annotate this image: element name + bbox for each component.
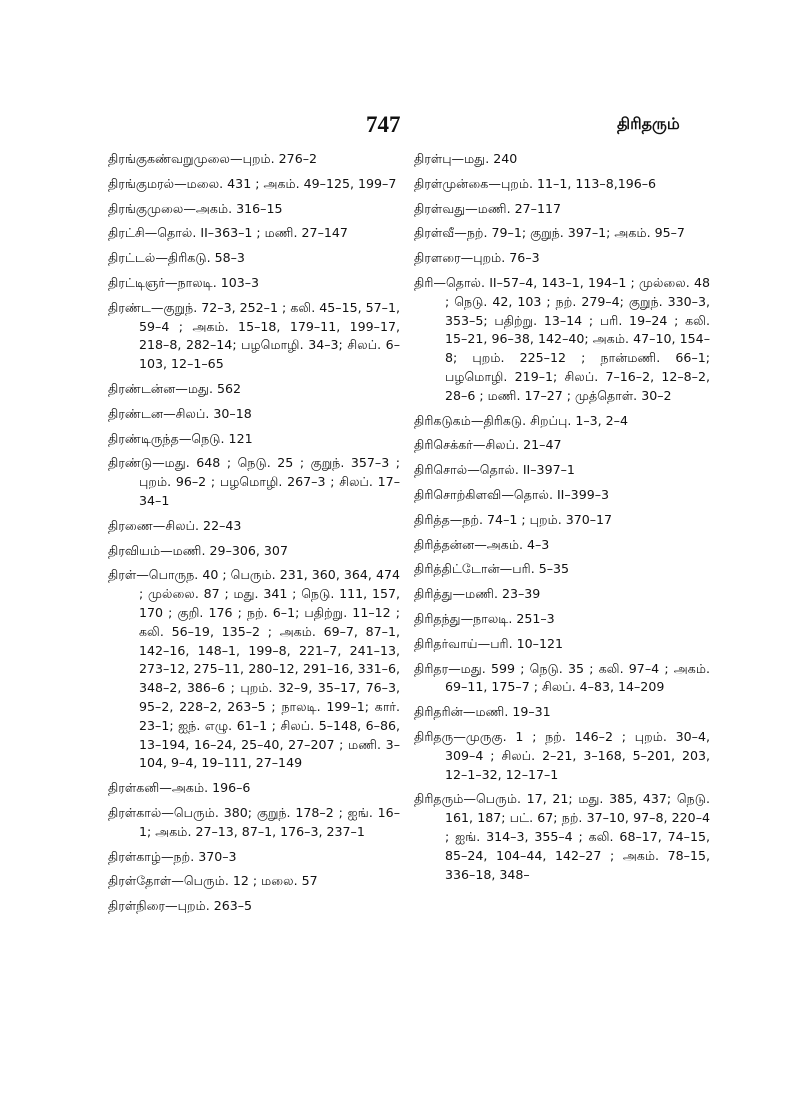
index-entry: திரள்காழ்—நற். 370–3 [108, 848, 237, 864]
index-entry: திரிதரு—முருகு. 1 ; நற். 146–2 ; புறம். 30–4, 309–4 ; சிலப். 2–21, 3–168, 5–201, 203, 12–1–32, 12–17–1 [414, 728, 710, 782]
index-entry: திரிசொல்—தொல். II–397–1 [414, 462, 575, 478]
index-entry: திரள்தோள்—பெரும். 12 ; மலை. 57 [108, 873, 318, 889]
index-entry: திரண்டிருந்த—நெடு. 121 [108, 430, 253, 446]
index-entry: திரள்—பொருந. 40 ; பெரும். 231, 360, 364, 474 ; முல்லை. 87 ; மது. 341 ; நெடு. 111, 157, 170 ; குறி. 176 ; நற். 6–1; பதிற்று. 11–12 ; கலி. 56–19, 135–2 ; அகம். 69–7, 87–1, 142–16, 148–1, 199–8, 221–7, 241–13, 273–12, 275–11, 280–12, 291–16, 331–6, 348–2, 386–6 ; புறம். 32–9, 35–17, 76–3, 95–2, 228–2, 263–5 ; நாலடி. 199–1; கார். 23–1; ஐந். எழு. 61–1 ; சிலப். 5–148, 6–86, 13–194, 16–24, 25–40, 27–207 ; மணி. 3–104, 9–4, 19–111, 27–149 [108, 567, 400, 771]
index-entry: திரிதர்வாய்—பரி. 10–121 [414, 635, 563, 651]
index-entry: திரிசெக்கர்—சிலப். 21–47 [414, 437, 562, 453]
index-entry: திரள்நிரை—புறம். 263–5 [108, 898, 253, 914]
index-entry: திரள்கால்—பெரும். 380; குறுந். 178–2 ; ஐங். 16–1; அகம். 27–13, 87–1, 176–3, 237–1 [108, 804, 400, 839]
right-column [414, 150, 710, 890]
index-entry: திரள்பு—மது. 240 [414, 151, 518, 166]
index-entry: திரட்டிஞர்—நாலடி. 103–3 [108, 274, 260, 290]
index-entry: திரங்குகண்வறுமுலை—புறம். 276–2 [108, 151, 318, 166]
index-entry: திரித்த—நற். 74–1 ; புறம். 370–17 [414, 511, 613, 527]
index-entry: திரி—தொல். II–57–4, 143–1, 194–1 ; முல்லை. 48 ; நெடு. 42, 103 ; நற். 279–4; குறுந். 330–3, 353–5; பதிற்று. 13–14 ; பரி. 19–24 ; கலி. 15–21, 96–38, 142–40; அகம். 47–10, 154–8; புறம். 225–12 ; நான்மணி. 66–1; பழமொழி. 219–1; சிலப். 7–16–2, 12–8–2, 28–6 ; மணி. 17–27 ; முத்தொள். 30–2 [414, 274, 710, 403]
index-entry: திரண்டு—மது. 648 ; நெடு. 25 ; குறுந். 357–3 ; புறம். 96–2 ; பழமொழி. 267–3 ; சிலப். 17–34–1 [108, 455, 400, 508]
index-entry: திரிதரின்—மணி. 19–31 [414, 704, 551, 720]
index-entry: திரள்கனி—அகம். 196–6 [108, 780, 251, 796]
index-entry: திரள்வது—மணி. 27–117 [414, 200, 561, 216]
index-entry: திரிகடுகம்—திரிகடு. சிறப்பு. 1–3, 2–4 [414, 412, 628, 428]
index-entry: திரிசொற்கிளவி—தொல். II–399–3 [414, 486, 610, 502]
index-entry: திரட்சி—தொல். II–363–1 ; மணி. 27–147 [108, 225, 348, 241]
index-entry: திரள்வீ—நற். 79–1; குறுந். 397–1; அகம். 95–7 [414, 225, 685, 241]
index-entry: திரட்டல்—திரிகடு. 58–3 [108, 250, 245, 266]
index-entry: திரங்குமுலை—அகம். 316–15 [108, 200, 283, 216]
index-entry: திரங்குமரல்—மலை. 431 ; அகம். 49–125, 199–7 [108, 175, 397, 191]
index-entry: திரளரை—புறம். 76–3 [414, 250, 540, 266]
index-entry: திரிதரும்—பெரும். 17, 21; மது. 385, 437; நெடு. 161, 187; பட். 67; நற். 37–10, 97–8, 220–4 ; ஐங். 314–3, 355–4 ; கலி. 68–17, 74–15, 85–24, 104–44, 142–27 ; அகம். 78–15, 336–18, 348– [414, 791, 710, 882]
left-column [108, 150, 400, 922]
index-entry: திரித்து—மணி. 23–39 [414, 586, 541, 602]
index-entry: திரிதர—மது. 599 ; நெடு. 35 ; கலி. 97–4 ; அகம். 69–11, 175–7 ; சிலப். 4–83, 14–209 [414, 660, 710, 695]
index-entry: திரண்டன—சிலப். 30–18 [108, 405, 252, 421]
index-entry: திரணை—சிலப். 22–43 [108, 517, 242, 533]
index-entry: திரண்ட—குறுந். 72–3, 252–1 ; கலி. 45–15, 57–1, 59–4 ; அகம். 15–18, 179–11, 199–17, 218–8, 282–14; பழமொழி. 34–3; சிலப். 6–103, 12–1–65 [108, 299, 400, 372]
index-entry: திரவியம்—மணி. 29–306, 307 [108, 542, 288, 558]
index-entry: திரண்டன்ன—மது. 562 [108, 380, 241, 396]
index-entry: திரித்திட்டோன்—பரி. 5–35 [414, 561, 570, 577]
index-entry: திரிதந்து—நாலடி. 251–3 [414, 610, 555, 626]
running-head: திரிதரும் [617, 114, 680, 133]
index-entry: திரள்முன்கை—புறம். 11–1, 113–8,196–6 [414, 175, 657, 191]
index-entry: திரித்தன்ன—அகம். 4–3 [414, 536, 550, 552]
page-number: 747 [366, 112, 401, 137]
